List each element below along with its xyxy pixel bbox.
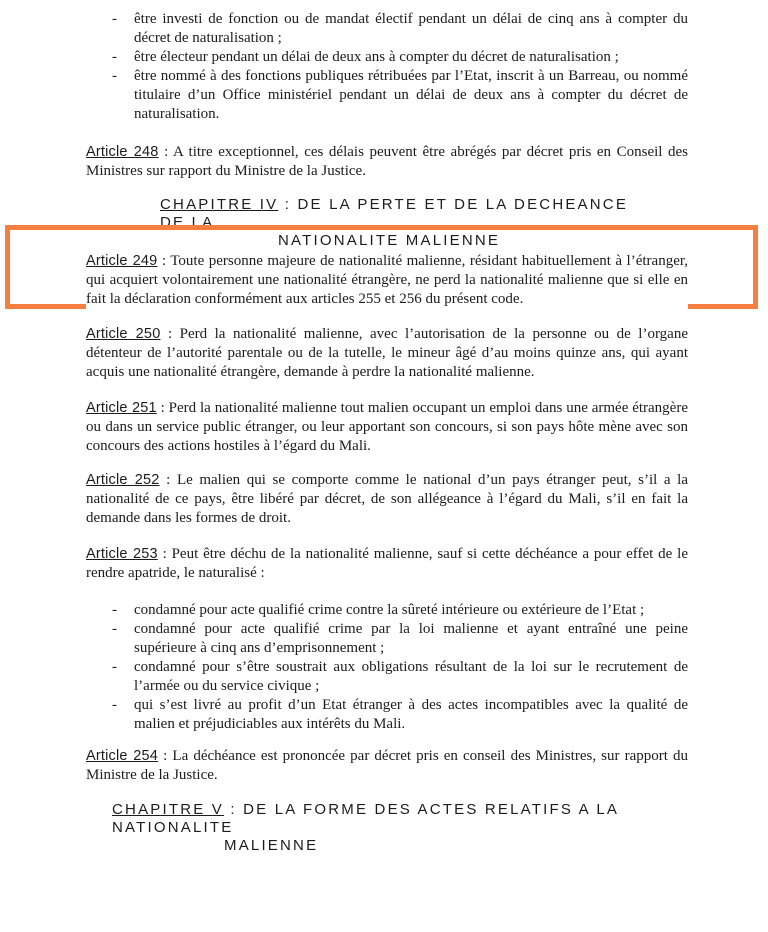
article-252: Article 252 : Le malien qui se comporte comme le national d’un pays étranger peut, s’il a la nationalité de ce pays, être libéré par décret, de son allégeance à l’égard du Mali, s’il en fait la demande dans les formes de droit. [86, 472, 688, 526]
article-label: Article 249 [86, 253, 158, 269]
article-253: Article 253 : Peut être déchu de la nationalité malienne, sauf si cette déchéance a pour effet de le rendre apatride, le naturalisé : [86, 546, 688, 581]
list-item: - être nommé à des fonctions publiques rétribuées par l’Etat, inscrit à un Barreau, ou nommé titulaire d’un Office ministériel pendant un délai de deux ans à compter du décret de naturalisation. [112, 68, 688, 122]
article-label: Article 250 [86, 326, 161, 342]
article-251: Article 251 : Perd la nationalité malienne tout malien occupant un emploi dans une armée étrangère ou dans un service public étranger, ou leur apportant son concours, si son pays hôte mène avec son concours des actions hostiles à l’égard du Mali. [86, 400, 688, 454]
article-label: Article 253 [86, 546, 158, 562]
list-item: - condamné pour acte qualifié crime contre la sûreté intérieure ou extérieure de l’Etat ; [112, 602, 645, 618]
article-250: Article 250 : Perd la nationalité malienne, avec l’autorisation de la personne ou de l’organe détenteur de l’autorité parentale ou de la tutelle, le mineur âgé d’au moins quinze ans, qui ayant acquis une nationalité étrangère, demande à perdre la nationalité malienne. [86, 326, 688, 380]
bullet-dash: - [112, 621, 117, 637]
article-249: Article 249 : Toute personne majeure de nationalité malienne, résidant habituellement à l’étranger, qui acquiert volontairement une nationalité étrangère, ne perd la nationalité malienne que si elle en fait la déclaration conformément aux articles 255 et 256 du présent code. [86, 253, 688, 307]
bullet-dash: - [112, 659, 117, 675]
article-label: Article 254 [86, 748, 159, 764]
bullet-dash: - [112, 11, 117, 27]
bullet-dash: - [112, 68, 117, 84]
bullet-dash: - [112, 697, 117, 713]
decheance-conditions-list [112, 601, 688, 734]
chapter-4-heading: CHAPITRE IV : DE LA PERTE ET DE LA DECHEANCE DE LA NATIONALITE MALIENNE [160, 196, 629, 249]
chapter-label: CHAPITRE IV [160, 196, 279, 213]
article-254: Article 254 : La déchéance est prononcée par décret pris en conseil des Ministres, sur rapport du Ministre de la Justice. [86, 748, 688, 783]
list-item: - qui s’est livré au profit d’un Etat étranger à des actes incompatibles avec la qualité de malien et préjudiciables aux intérêts du Mali. [112, 697, 688, 732]
chapter-label: CHAPITRE V [112, 801, 225, 818]
chapter-5-heading: CHAPITRE V : DE LA FORME DES ACTES RELATIFS A LA NATIONALITE MALIENNE [112, 801, 619, 854]
bullet-dash: - [112, 49, 117, 65]
list-item: - être investi de fonction ou de mandat électif pendant un délai de cinq ans à compter du décret de naturalisation ; [112, 11, 688, 46]
article-label: Article 252 [86, 472, 160, 488]
article-label: Article 248 [86, 144, 159, 160]
list-item: - condamné pour s’être soustrait aux obligations résultant de la loi sur le recrutement de l’armée ou du service civique ; [112, 659, 688, 694]
bullet-dash: - [112, 602, 117, 618]
article-248: Article 248 : A titre exceptionnel, ces délais peuvent être abrégés par décret pris en Conseil des Ministres sur rapport du Ministre de la Justice. [86, 144, 688, 179]
naturalisation-restrictions-list [112, 10, 688, 124]
list-item: - condamné pour acte qualifié crime par la loi malienne et ayant entraîné une peine supérieure à cinq ans d’emprisonnement ; [112, 621, 688, 656]
article-label: Article 251 [86, 400, 157, 416]
list-item: - être électeur pendant un délai de deux ans à compter du décret de naturalisation ; [112, 49, 619, 65]
